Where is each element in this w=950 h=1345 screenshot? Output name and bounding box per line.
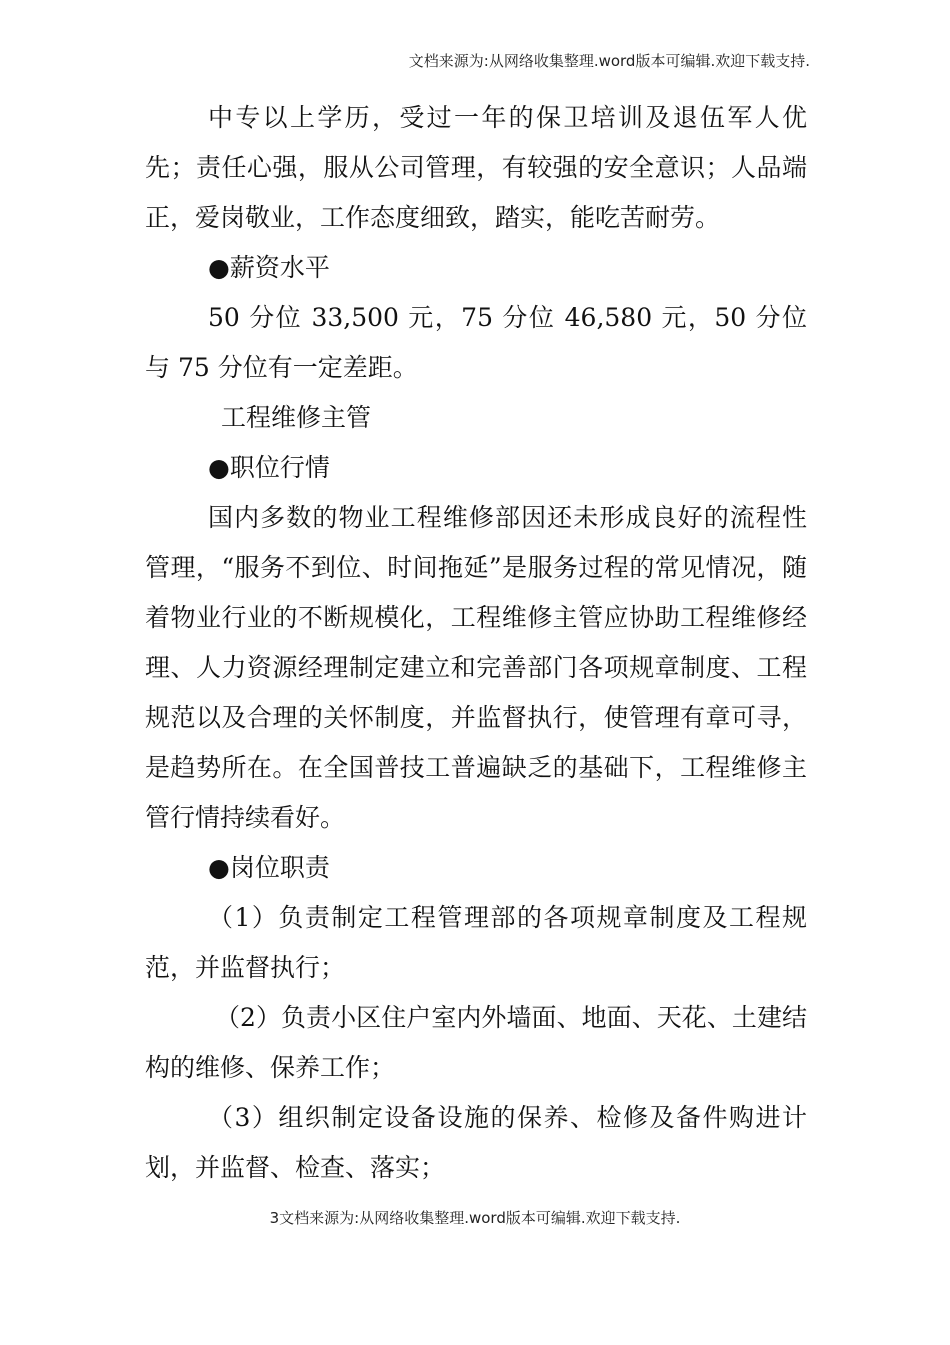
requirements-paragraph: 中专以上学历，受过一年的保卫培训及退伍军人优先；责任心强，服从公司管理，有较强的安全意识；人品端正，爱岗敬业，工作态度细致，踏实，能吃苦耐劳。 — [145, 103, 807, 232]
salary-heading: ●薪资水平 — [208, 253, 330, 282]
duty-item-1: （1）负责制定工程管理部的各项规章制度及工程规范，并监督执行； — [145, 903, 807, 982]
footer-text: 文档来源为:从网络收集整理.word版本可编辑.欢迎下载支持. — [279, 1209, 681, 1227]
job-title: 工程维修主管 — [221, 403, 372, 432]
salary-paragraph: 50 分位 33,500 元，75 分位 46,580 元，50 分位与 75 分位有一定差距。 — [145, 303, 807, 382]
page-header: 文档来源为:从网络收集整理.word版本可编辑.欢迎下载支持. — [408, 52, 810, 70]
duty-item-2: （2）负责小区住户室内外墙面、地面、天花、土建结构的维修、保养工作； — [145, 1003, 807, 1082]
market-heading: ●职位行情 — [208, 453, 330, 482]
market-paragraph: 国内多数的物业工程维修部因还未形成良好的流程性管理，“服务不到位、时间拖延”是服务过程的常见情况，随着物业行业的不断规模化，工程维修主管应协助工程维修经理、人力资源经理制定建立和完善部门各项规章制度、工程规范以及合理的关怀制度，并监督执行，使管理有章可寻，是趋势所在。在全国普技工普遍缺乏的基础下，工程维修主管行情持续看好。 — [145, 503, 807, 832]
page-footer — [0, 1207, 950, 1228]
duties-heading: ●岗位职责 — [208, 853, 330, 882]
duty-item-3: （3）组织制定设备设施的保养、检修及备件购进计划，并监督、检查、落实； — [145, 1103, 807, 1182]
document-body — [145, 93, 807, 1193]
page-number: 3 — [269, 1209, 280, 1227]
